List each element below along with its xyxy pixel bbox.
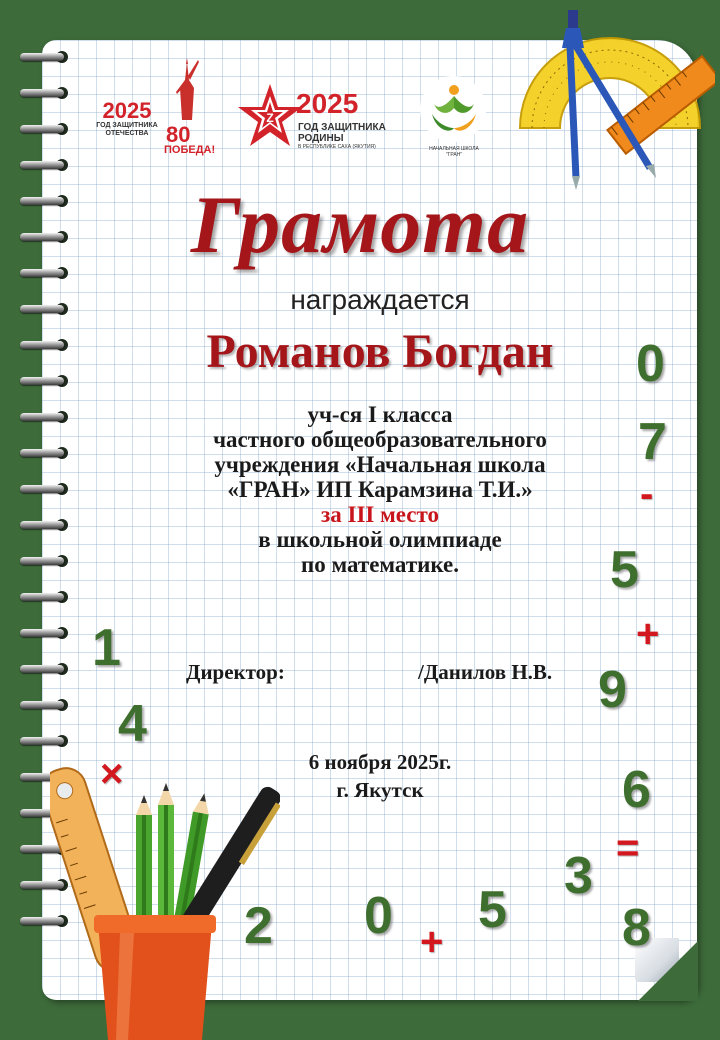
svg-text:Z: Z <box>266 111 274 125</box>
school-hands-leaf-icon <box>424 80 484 140</box>
body-line: в школьной олимпиаде <box>258 527 502 552</box>
signature-label: Директор: <box>186 660 285 684</box>
logo-caption-line2: РОДИНЫ <box>298 133 344 144</box>
decor-plus-symbol: + <box>420 920 444 964</box>
decor-times-symbol: × <box>100 752 124 796</box>
spiral-ring <box>18 122 70 136</box>
logo-caption-line1: ГОД ЗАЩИТНИКА <box>298 122 386 133</box>
decor-number: 0 <box>364 887 393 945</box>
body-line: по математике. <box>300 552 460 577</box>
spiral-ring <box>18 662 70 676</box>
decor-number: 0 <box>636 335 665 393</box>
logo-year-number: 2025 <box>102 98 152 123</box>
body-line: «ГРАН» ИП Карамзина Т.И.» <box>227 477 533 502</box>
logo-number-80: 80 <box>166 122 191 147</box>
signature-name: /Данилов Н.В. <box>418 660 553 684</box>
decor-minus-symbol: - <box>640 472 654 516</box>
logo-caption-line1: НАЧАЛЬНАЯ ШКОЛА <box>429 146 479 152</box>
body-line: частного общеобразовательного <box>213 427 547 452</box>
certificate-city: г. Якутск <box>336 778 424 802</box>
logo-caption-line1: ГОД ЗАЩИТНИКА <box>96 122 158 129</box>
spiral-ring <box>18 50 70 64</box>
decor-number: 4 <box>118 695 147 753</box>
place-line: за III место <box>321 502 439 527</box>
decor-number: 7 <box>638 413 667 471</box>
spiral-ring <box>18 590 70 604</box>
spiral-ring <box>18 266 70 280</box>
decor-equals-symbol: = <box>616 826 640 870</box>
spiral-ring <box>18 734 70 748</box>
recipient-name: Романов Богдан <box>206 325 554 378</box>
certificate-title: Грамота <box>190 179 530 270</box>
body-line: уч-ся I класса <box>307 402 453 427</box>
logo-caption-line2: ОТЕЧЕСТВА <box>105 130 149 137</box>
spiral-ring <box>18 86 70 100</box>
red-star-icon <box>236 82 304 150</box>
geometry-tools-illustration <box>510 8 715 203</box>
spiral-ring <box>18 158 70 172</box>
logo-victory-caption: ПОБЕДА! <box>164 144 216 156</box>
body-line: учреждения «Начальная школа <box>214 452 546 477</box>
decor-plus-symbol: + <box>636 612 660 656</box>
decor-number: 2 <box>244 897 273 955</box>
logo-caption-line2: "ГРАН" <box>445 152 463 158</box>
logo-caption <box>414 146 494 158</box>
logo-caption-small: В РЕСПУБЛИКЕ САХА (ЯКУТИЯ) <box>298 144 376 150</box>
logo-year-of-defender <box>92 100 162 138</box>
decor-number: 6 <box>622 761 651 819</box>
certificate-date: 6 ноября 2025г. <box>308 750 452 774</box>
decor-number: 3 <box>564 847 593 905</box>
logo-victory-80 <box>160 58 220 158</box>
logo-caption <box>298 122 398 144</box>
spiral-ring <box>18 698 70 712</box>
logo-year-number: 2025 <box>296 88 359 119</box>
awarded-text: награждается <box>290 284 470 315</box>
logo-year-of-homeland-defender <box>236 82 396 162</box>
decor-number: 9 <box>598 661 627 719</box>
decor-number: 8 <box>622 899 651 957</box>
motherland-statue-icon <box>174 58 200 128</box>
logo-school-gran <box>414 76 494 166</box>
decor-number: 1 <box>92 619 121 677</box>
decor-number: 5 <box>478 881 507 939</box>
spiral-ring <box>18 626 70 640</box>
decor-number: 5 <box>610 541 639 599</box>
